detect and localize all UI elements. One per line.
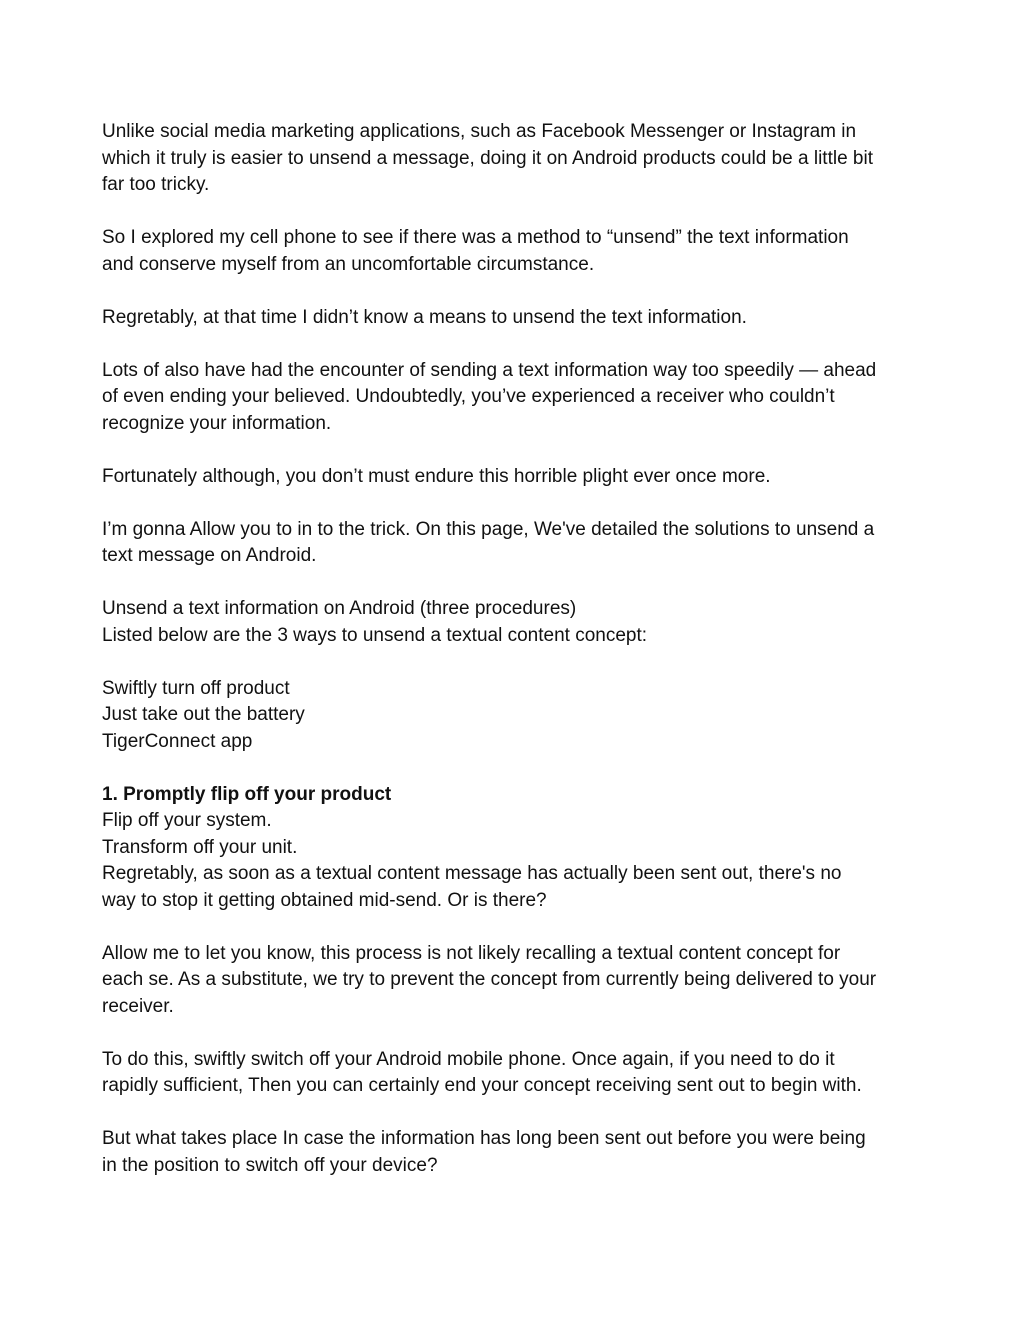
text-line: in the position to switch off your device? bbox=[102, 1154, 438, 1176]
paragraph bbox=[102, 225, 926, 278]
text-line: way to stop it getting obtained mid-send. Or is there? bbox=[102, 889, 547, 911]
text-line: Flip off your system. bbox=[102, 810, 272, 831]
paragraph bbox=[102, 305, 926, 332]
text-line: receiver. bbox=[102, 995, 174, 1017]
text-line: Unlike social media marketing applications, such as Facebook Messenger or Instagram in bbox=[102, 121, 857, 142]
paragraph bbox=[102, 1047, 926, 1100]
text-line: Unsend a text information on Android (three procedures) bbox=[102, 598, 577, 619]
text-line: Regretably, as soon as a textual content message has actually been sent out, there's no bbox=[102, 863, 842, 884]
text-line: Regretably, at that time I didn’t know a means to unsend the text information. bbox=[102, 306, 747, 328]
text-line: I’m gonna Allow you to in to the trick. On this page, We've detailed the solutions to unsend a bbox=[102, 518, 875, 540]
list-item: Just take out the battery bbox=[102, 704, 305, 725]
text-line: Transform off your unit. bbox=[102, 836, 298, 858]
text-line: So I explored my cell phone to see if there was a method to “unsend” the text information bbox=[102, 227, 849, 248]
paragraph bbox=[102, 464, 926, 491]
text-line: Listed below are the 3 ways to unsend a textual content concept: bbox=[102, 624, 648, 646]
text-line: Fortunately although, you don’t must endure this horrible plight ever once more. bbox=[102, 465, 771, 487]
text-line: Allow me to let you know, this process is not likely recalling a textual content concept for bbox=[102, 942, 841, 964]
document-page bbox=[102, 119, 926, 1206]
section-1 bbox=[102, 782, 926, 915]
text-line: To do this, swiftly switch off your Android mobile phone. Once again, if you need to do it bbox=[102, 1048, 835, 1070]
text-line: recognize your information. bbox=[102, 412, 332, 434]
method-list bbox=[102, 676, 926, 756]
list-item: TigerConnect app bbox=[102, 730, 253, 752]
paragraph bbox=[102, 119, 926, 199]
paragraph bbox=[102, 358, 926, 438]
text-line: of even ending your believed. Undoubtedly, you’ve experienced a receiver who couldn’t bbox=[102, 386, 835, 407]
paragraph bbox=[102, 517, 926, 570]
paragraph bbox=[102, 1126, 926, 1179]
text-line: But what takes place In case the information has long been sent out before you were being bbox=[102, 1128, 866, 1149]
text-line: far too tricky. bbox=[102, 174, 210, 195]
text-line: each se. As a substitute, we try to prevent the concept from currently being delivered to your bbox=[102, 969, 877, 990]
text-line: and conserve myself from an uncomfortable circumstance. bbox=[102, 253, 595, 275]
section-heading: 1. Promptly flip off your product bbox=[102, 783, 392, 805]
paragraph bbox=[102, 941, 926, 1021]
text-line: Lots of also have had the encounter of sending a text information way too speedily — ahead bbox=[102, 359, 877, 381]
text-line: rapidly sufficient, Then you can certainly end your concept receiving sent out to begin with. bbox=[102, 1075, 862, 1096]
list-item: Swiftly turn off product bbox=[102, 677, 290, 699]
paragraph bbox=[102, 596, 926, 649]
text-line: which it truly is easier to unsend a message, doing it on Android products could be a little bit bbox=[102, 147, 873, 169]
text-line: text message on Android. bbox=[102, 545, 317, 566]
